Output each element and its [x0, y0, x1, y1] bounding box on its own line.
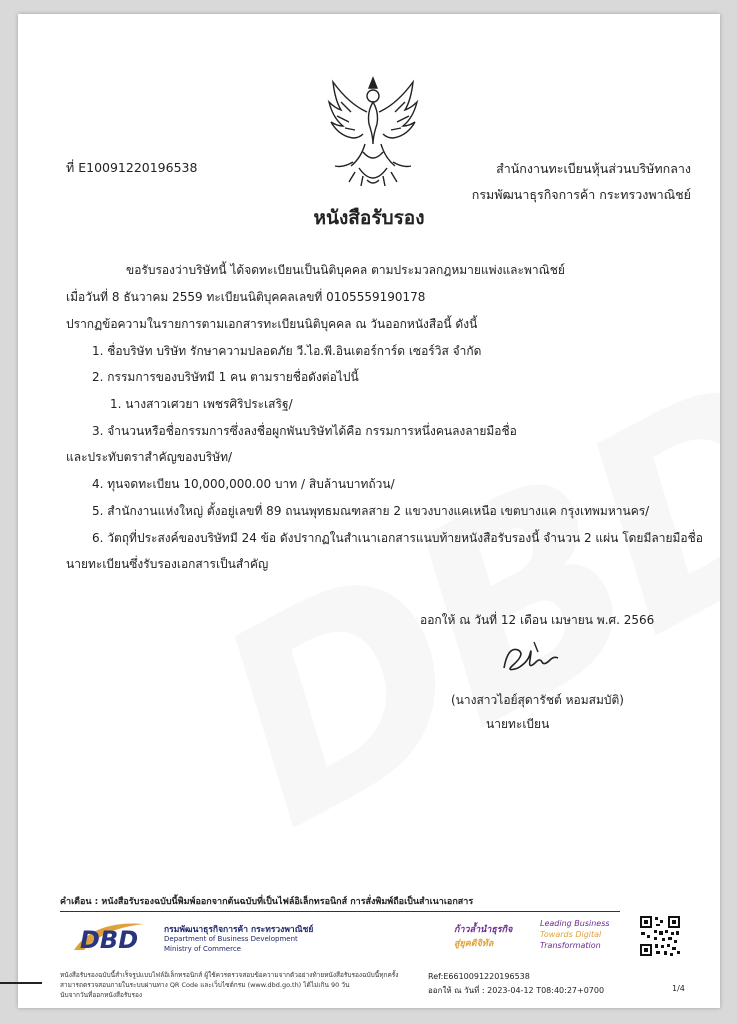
registrar-name: (นางสาวไอย์สุดารัชต์ หอมสมบัติ) — [451, 693, 624, 707]
item-authorized-signatory: 3. จำนวนหรือชื่อกรรมการซึ่งลงชื่อผูกพันบริษัทได้คือ กรรมการหนึ่งคนลงลายมือชื่อ — [92, 424, 517, 438]
item-authorized-signatory-cont: และประทับตราสำคัญของบริษัท/ — [66, 450, 233, 464]
qr-code-icon[interactable] — [638, 914, 682, 958]
item-directors: 2. กรรมการของบริษัทมี 1 คน ตามรายชื่อดังต่อไปนี้ — [92, 370, 359, 384]
dbd-logo — [72, 922, 158, 952]
slogan-english-line-2: Towards Digital — [540, 930, 602, 939]
registrar-signature-icon — [494, 638, 584, 678]
registrar-office: สำนักงานทะเบียนหุ้นส่วนบริษัทกลาง — [496, 161, 691, 176]
item-head-office: 5. สำนักงานแห่งใหญ่ ตั้งอยู่เลขที่ 89 ถนนพุทธมณฑลสาย 2 แขวงบางแคเหนือ เขตบางแค กรุงเทพมหานคร/ — [92, 504, 650, 518]
slogan-english-line-1: Leading Business — [540, 919, 610, 928]
item-objectives: 6. วัตถุที่ประสงค์ของบริษัทมี 24 ข้อ ดังปรากฏในสำเนาเอกสารแนบท้ายหนังสือรับรองนี้ จำนวน 2 แผ่น โดยมีลายมือชื่อ — [92, 531, 703, 545]
fine-print-line-2: สามารถตรวจสอบภายในระบบผ่านทาง QR Code และเว็บไซต์กรม (www.dbd.go.th) ได้ไม่เกิน 90 วัน — [60, 981, 350, 989]
document-title: หนังสือรับรอง — [313, 207, 425, 229]
item-company-name: 1. ชื่อบริษัท บริษัท รักษาความปลอดภัย วี.ไอ.พี.อินเตอร์การ์ด เซอร์วิส จำกัด — [92, 344, 482, 358]
issue-date: ออกให้ ณ วันที่ 12 เดือน เมษายน พ.ศ. 2566 — [420, 613, 655, 627]
dbd-name-thai: กรมพัฒนาธุรกิจการค้า กระทรวงพาณิชย์ — [164, 925, 314, 935]
registrar-role: นายทะเบียน — [486, 717, 550, 731]
certification-statement: ขอรับรองว่าบริษัทนี้ ได้จดทะเบียนเป็นนิติบุคคล ตามประมวลกฎหมายแพ่งและพาณิชย์ — [126, 263, 565, 277]
page-number: 1/4 — [672, 984, 685, 993]
issued-timestamp: ออกให้ ณ วันที่ : 2023-04-12 T08:40:27+0700 — [428, 986, 605, 995]
fine-print-line-1: หนังสือรับรองฉบับนี้สำเร็จรูปแบบไฟล์อิเล็กทรอนิกส์ ผู้ใช้ควรตรวจสอบข้อความจากตัวอย่างท้ายหนังสือรับรองฉบับนี้ทุกครั้ง — [60, 971, 399, 979]
dbd-name-english: Department of Business Development — [164, 935, 298, 943]
item-director-name: 1. นางสาวเศวยา เพชรศิริประเสริฐ/ — [110, 397, 293, 411]
footer-divider — [60, 911, 620, 912]
print-warning: คำเตือน : หนังสือรับรองฉบับนี้พิมพ์ออกจากต้นฉบับที่เป็นไฟล์อิเล็กทรอนิกส์ การสั่งพิมพ์ถือเป็นสำเนาเอกสาร — [60, 897, 474, 907]
slogan-thai-line-2: สู่ยุคดิจิทัล — [454, 939, 494, 949]
edge-mark — [0, 982, 42, 984]
fine-print-line-3: นับจากวันที่ออกหนังสือรับรอง — [60, 991, 143, 999]
dbd-logo-text: DBD — [80, 926, 139, 952]
garuda-emblem-icon — [323, 72, 423, 190]
reference-number: Ref:E6610091220196538 — [428, 972, 530, 981]
registrar-department: กรมพัฒนาธุรกิจการค้า กระทรวงพาณิชย์ — [471, 187, 691, 202]
dbd-ministry-english: Ministry of Commerce — [164, 945, 241, 953]
details-intro: ปรากฏข้อความในรายการตามเอกสารทะเบียนนิติบุคคล ณ วันออกหนังสือนี้ ดังนี้ — [66, 317, 478, 331]
certificate-page — [18, 14, 720, 1008]
item-registered-capital: 4. ทุนจดทะเบียน 10,000,000.00 บาท / สิบล้านบาทถ้วน/ — [92, 477, 395, 491]
registration-date-line: เมื่อวันที่ 8 ธันวาคม 2559 ทะเบียนนิติบุคคลเลขที่ 0105559190178 — [66, 290, 426, 304]
slogan-english-line-3: Transformation — [540, 941, 601, 950]
slogan-thai-line-1: ก้าวล้ำนำธุรกิจ — [454, 925, 513, 935]
document-number: ที่ E10091220196538 — [66, 160, 198, 175]
item-objectives-cont: นายทะเบียนซึ่งรับรองเอกสารเป็นสำคัญ — [66, 557, 269, 571]
